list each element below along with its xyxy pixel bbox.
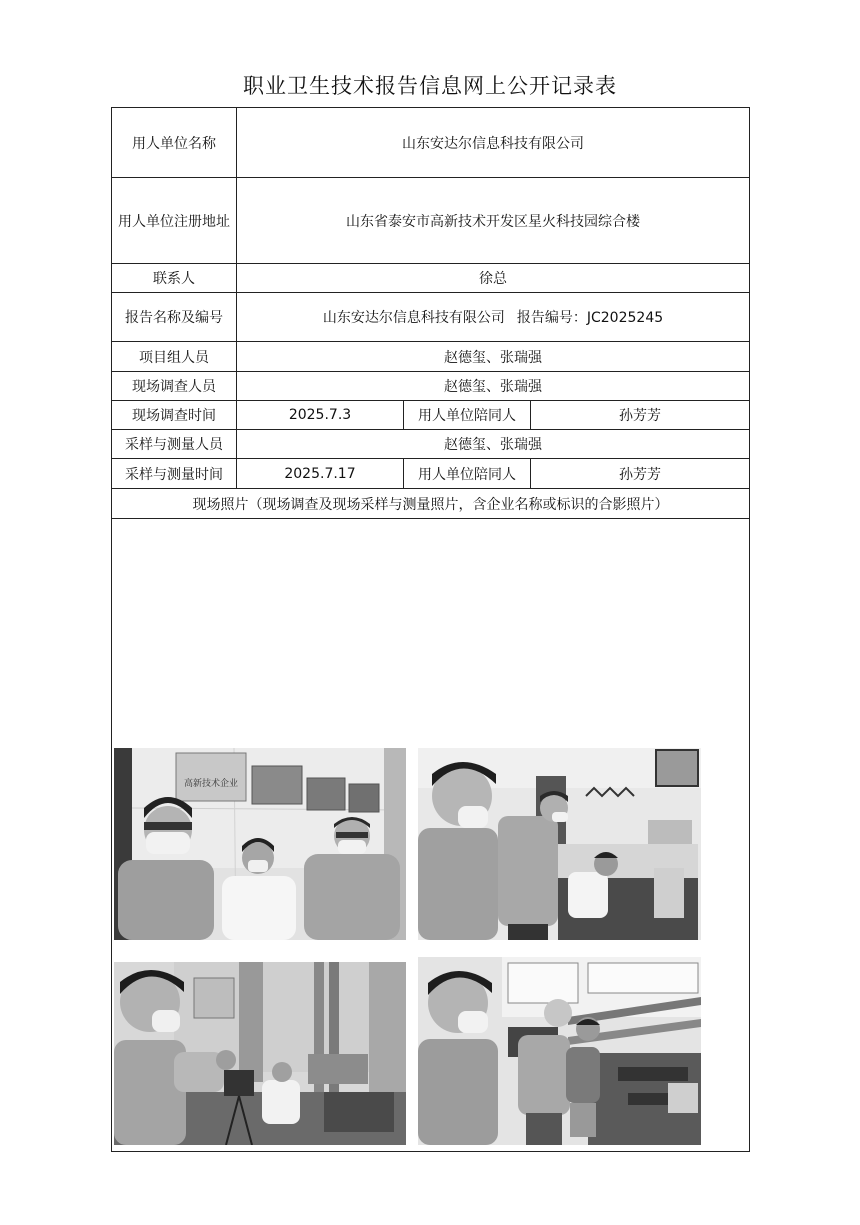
contact-value: 徐总: [237, 264, 750, 293]
contact-label: 联系人: [112, 264, 237, 293]
sampling-staff-value: 赵德玺、张瑞强: [237, 430, 750, 459]
plaque-text: 高新技术企业: [183, 779, 239, 789]
report-name: 山东安达尔信息科技有限公司: [322, 310, 505, 326]
sampling-staff-label: 采样与测量人员: [112, 430, 237, 459]
row-survey-staff: [112, 372, 750, 401]
unit-address-value: 山东省泰安市高新技术开发区星火科技园综合楼: [237, 178, 750, 264]
photos-area: [112, 519, 750, 1152]
photos-grid: [112, 519, 750, 1151]
photo-equipment-room: [114, 962, 406, 1145]
photo-office-survey: [418, 748, 701, 940]
survey-staff-label: 现场调查人员: [112, 372, 237, 401]
survey-time-value: 2025.7.3: [237, 401, 404, 430]
row-project-team: [112, 342, 750, 372]
sampling-escort-value: 孙芳芳: [531, 459, 750, 489]
row-sampling-time: [112, 459, 750, 489]
photo-workshop: [418, 957, 701, 1145]
unit-address-label: 用人单位注册地址: [112, 178, 237, 264]
row-sampling-staff: [112, 430, 750, 459]
unit-name-label: 用人单位名称: [112, 108, 237, 178]
sampling-escort-label: 用人单位陪同人: [404, 459, 531, 489]
row-unit-address: [112, 178, 750, 264]
report-number: 报告编号：JC2025245: [516, 310, 664, 326]
sampling-time-value: 2025.7.17: [237, 459, 404, 489]
survey-time-label: 现场调查时间: [112, 401, 237, 430]
survey-staff-value: 赵德玺、张瑞强: [237, 372, 750, 401]
row-survey-time: [112, 401, 750, 430]
project-team-label: 项目组人员: [112, 342, 237, 372]
report-value: [237, 293, 750, 342]
survey-escort-value: 孙芳芳: [531, 401, 750, 430]
project-team-value: 赵德玺、张瑞强: [237, 342, 750, 372]
survey-escort-label: 用人单位陪同人: [404, 401, 531, 430]
row-photos-header: [112, 489, 750, 519]
row-report: [112, 293, 750, 342]
row-contact: [112, 264, 750, 293]
record-table: [111, 107, 750, 1152]
page-title: 职业卫生技术报告信息网上公开记录表: [243, 74, 617, 98]
unit-name-value: 山东安达尔信息科技有限公司: [237, 108, 750, 178]
row-photos: [112, 519, 750, 1152]
row-unit-name: [112, 108, 750, 178]
photo-group-plaques: [114, 748, 406, 940]
report-label: 报告名称及编号: [112, 293, 237, 342]
photos-header: 现场照片（现场调查及现场采样与测量照片，含企业名称或标识的合影照片）: [112, 489, 750, 519]
sampling-time-label: 采样与测量时间: [112, 459, 237, 489]
